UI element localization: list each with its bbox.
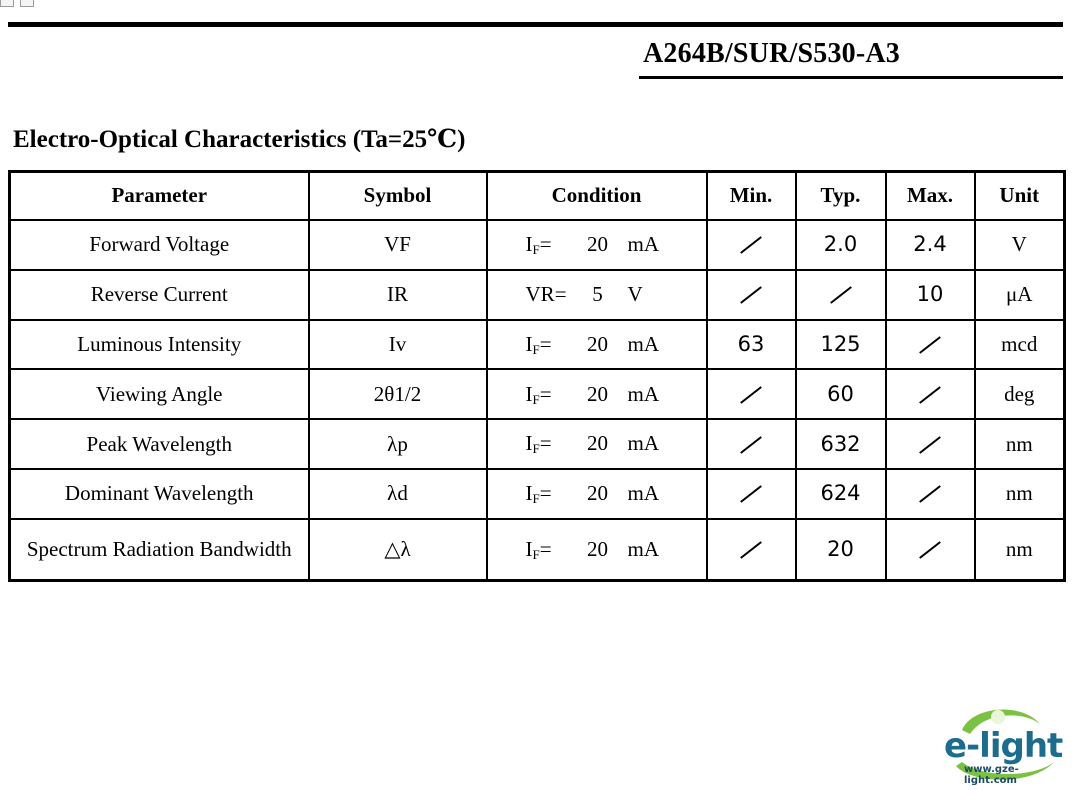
condition-equals: = — [539, 481, 552, 506]
not-specified-slash — [919, 336, 941, 354]
cell-parameter: Dominant Wavelength — [10, 469, 309, 519]
cell-unit: V — [975, 220, 1065, 270]
table-row — [10, 469, 1065, 519]
cell-symbol: △λ — [309, 519, 487, 581]
condition-group — [526, 282, 668, 308]
cell-min — [707, 519, 796, 581]
table-row — [10, 519, 1065, 581]
corner-tab-2[interactable] — [20, 0, 34, 7]
cell-typ: 60 — [796, 369, 886, 419]
condition-subscript: F — [532, 242, 540, 258]
condition-group — [526, 332, 668, 358]
cell-symbol: 2θ1/2 — [309, 369, 487, 419]
condition-group — [526, 232, 668, 258]
not-specified-slash — [919, 386, 941, 404]
cell-typ: 125 — [796, 320, 886, 370]
not-specified-slash — [830, 286, 852, 304]
condition-value: 20 — [587, 431, 608, 456]
condition-equals: = — [539, 232, 552, 257]
cell-symbol: VF — [309, 220, 487, 270]
condition-value: 20 — [587, 536, 608, 561]
condition-symbol: I — [525, 331, 533, 356]
condition-unit: mA — [627, 232, 659, 257]
condition-symbol: I — [525, 232, 533, 257]
not-specified-slash — [740, 436, 762, 454]
cell-typ — [796, 270, 886, 320]
header-max: Max. — [886, 172, 975, 221]
not-specified-slash — [919, 541, 941, 559]
condition-subscript: F — [532, 546, 540, 562]
condition-value: 20 — [587, 331, 608, 356]
condition-equals: = — [539, 331, 552, 356]
corner-tab-1[interactable] — [0, 0, 14, 7]
table-row — [10, 320, 1065, 370]
cell-symbol: λp — [309, 419, 487, 469]
header-parameter: Parameter — [10, 172, 309, 221]
cell-typ: 624 — [796, 469, 886, 519]
not-specified-slash — [740, 541, 762, 559]
condition-symbol: I — [525, 536, 533, 561]
cell-min — [707, 469, 796, 519]
cell-symbol: Iv — [309, 320, 487, 370]
condition-label — [526, 332, 568, 358]
condition-symbol: I — [525, 381, 533, 406]
condition-group — [526, 431, 668, 457]
condition-equals: = — [539, 431, 552, 456]
condition-unit: mA — [627, 431, 659, 456]
condition-label — [526, 382, 568, 408]
cell-unit: mcd — [975, 320, 1065, 370]
condition-unit: mA — [627, 381, 659, 406]
condition-label — [526, 481, 568, 507]
condition-symbol: I — [525, 431, 533, 456]
table-header-row — [10, 172, 1065, 221]
cell-min — [707, 270, 796, 320]
not-specified-slash — [740, 237, 762, 255]
not-specified-slash — [740, 286, 762, 304]
condition-symbol: VR — [525, 281, 555, 306]
condition-equals: = — [554, 281, 567, 306]
condition-equals: = — [539, 381, 552, 406]
e-light-logo — [942, 704, 1068, 784]
condition-subscript: F — [532, 491, 540, 507]
condition-group — [526, 382, 668, 408]
table-body — [10, 220, 1065, 581]
part-number: A264B/SUR/S530-A3 — [643, 38, 900, 69]
header-condition: Condition — [487, 172, 707, 221]
cell-condition — [487, 270, 707, 320]
header-typ: Typ. — [796, 172, 886, 221]
condition-label — [526, 431, 568, 457]
cell-parameter: Reverse Current — [10, 270, 309, 320]
table-row — [10, 369, 1065, 419]
header-min: Min. — [707, 172, 796, 221]
condition-symbol: I — [525, 481, 533, 506]
condition-subscript: F — [532, 391, 540, 407]
cell-condition — [487, 469, 707, 519]
not-specified-slash — [740, 486, 762, 504]
logo-url-text: www.gze-light.com — [964, 764, 1019, 786]
cell-symbol: IR — [309, 270, 487, 320]
cell-unit: nm — [975, 519, 1065, 581]
cell-parameter: Peak Wavelength — [10, 419, 309, 469]
condition-equals: = — [539, 536, 552, 561]
cell-typ: 20 — [796, 519, 886, 581]
cell-unit: deg — [975, 369, 1065, 419]
condition-unit: mA — [627, 331, 659, 356]
cell-max — [886, 469, 975, 519]
condition-unit: V — [627, 281, 643, 306]
condition-value: 20 — [587, 481, 608, 506]
corner-tabs — [0, 0, 34, 7]
condition-unit: mA — [627, 481, 659, 506]
cell-condition — [487, 220, 707, 270]
condition-group — [526, 537, 668, 563]
cell-unit: nm — [975, 469, 1065, 519]
cell-min — [707, 220, 796, 270]
condition-unit: mA — [627, 536, 659, 561]
cell-max: 10 — [886, 270, 975, 320]
cell-typ: 632 — [796, 419, 886, 469]
not-specified-slash — [919, 486, 941, 504]
cell-max: 2.4 — [886, 220, 975, 270]
condition-label — [526, 537, 568, 563]
cell-symbol: λd — [309, 469, 487, 519]
cell-condition — [487, 320, 707, 370]
header-unit: Unit — [975, 172, 1065, 221]
cell-min — [707, 369, 796, 419]
cell-max — [886, 519, 975, 581]
cell-max — [886, 320, 975, 370]
cell-parameter: Forward Voltage — [10, 220, 309, 270]
cell-condition — [487, 419, 707, 469]
part-number-rule — [639, 76, 1063, 79]
condition-label — [526, 282, 568, 308]
cell-parameter: Viewing Angle — [10, 369, 309, 419]
condition-group — [526, 481, 668, 507]
condition-value: 20 — [587, 232, 608, 257]
cell-min: 63 — [707, 320, 796, 370]
electro-optical-table — [8, 170, 1066, 582]
not-specified-slash — [740, 386, 762, 404]
table-row — [10, 220, 1065, 270]
cell-min — [707, 419, 796, 469]
cell-parameter: Luminous Intensity — [10, 320, 309, 370]
table-row — [10, 419, 1065, 469]
condition-value: 5 — [592, 281, 603, 306]
section-title: Electro-Optical Characteristics (Ta=25℃) — [13, 126, 466, 153]
condition-subscript: F — [532, 441, 540, 457]
logo-brand-text: e-light — [944, 726, 1063, 766]
cell-condition — [487, 369, 707, 419]
cell-max — [886, 419, 975, 469]
cell-max — [886, 369, 975, 419]
not-specified-slash — [919, 436, 941, 454]
cell-condition — [487, 519, 707, 581]
cell-unit: nm — [975, 419, 1065, 469]
cell-parameter: Spectrum Radiation Bandwidth — [10, 519, 309, 581]
top-rule — [8, 22, 1063, 27]
table-row — [10, 270, 1065, 320]
cell-unit: μA — [975, 270, 1065, 320]
condition-subscript: F — [532, 341, 540, 357]
header-symbol: Symbol — [309, 172, 487, 221]
condition-label — [526, 232, 568, 258]
condition-value: 20 — [587, 381, 608, 406]
cell-typ: 2.0 — [796, 220, 886, 270]
